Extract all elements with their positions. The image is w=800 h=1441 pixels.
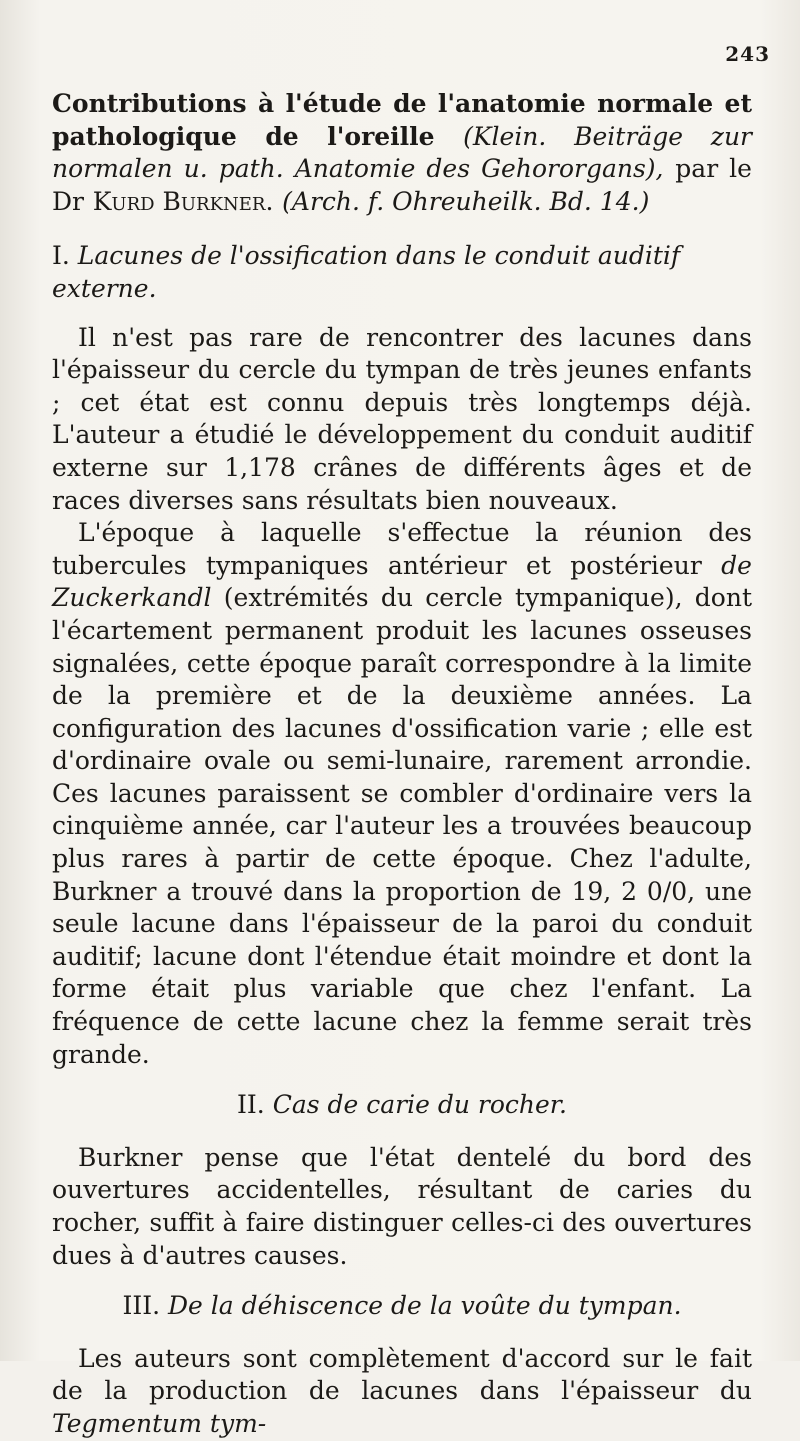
section-3-paragraph-1-term: Tegmentum tym- xyxy=(52,1408,267,1438)
section-3-paragraph-1-start: Les auteurs sont complètement d'accord sur le fait de la production de lacunes dans l'épaisseur du xyxy=(52,1343,752,1406)
section-1-paragraph-2 xyxy=(52,517,752,1071)
title-source: (Arch. f. Ohreuheilk. Bd. 14.) xyxy=(282,186,650,216)
section-1-paragraph-1: Il n'est pas rare de rencontrer des lacunes dans l'épaisseur du cercle du tympan de très jeunes enfants ; cet état est connu depuis très longtemps déjà. L'auteur a étudié le développement du conduit auditif externe sur 1,178 crânes de différents âges et de races diverses sans résultats bien nouveaux. xyxy=(52,322,752,515)
section-2-heading xyxy=(52,1089,752,1122)
section-2-title: Cas de carie du rocher. xyxy=(272,1090,567,1120)
section-3-heading xyxy=(52,1290,752,1323)
section-1-heading xyxy=(52,240,752,305)
section-1-title: Lacunes de l'ossification dans le conduit auditif externe. xyxy=(52,241,681,303)
title-author: Kurd Burkner. xyxy=(92,186,274,216)
section-2-paragraph-1: Burkner pense que l'état dentelé du bord des ouvertures accidentelles, résultant de caries du rocher, suffit à faire distinguer celles-ci des ouvertures dues à d'autres causes. xyxy=(52,1142,752,1270)
title-german: (Klein. Beiträge zur normalen u. path. Anatomie des Gehororgans), xyxy=(52,121,752,184)
section-3-paragraph-1 xyxy=(52,1343,752,1441)
title-by: par le Dr xyxy=(52,154,752,216)
title-main: Contributions à l'étude de l'anatomie normale et pathologique de l'oreille xyxy=(52,89,752,151)
page-body xyxy=(52,88,752,1441)
section-1-numeral: I. xyxy=(52,241,70,271)
section-3-title: De la déhiscence de la voûte du tympan. xyxy=(167,1291,682,1321)
section-1-paragraph-2-rest: (extrémités du cercle tympanique), dont l'écartement permanent produit les lacunes osseuses signalées, cette époque paraît correspondre à la limite de la première et de la deuxième années. La configuration des lacunes d'ossification varie ; elle est d'ordinaire ovale ou semi-lunaire, rarement arrondie. Ces lacunes paraissent se combler d'ordinaire vers la cinquième année, car l'auteur les a trouvées beaucoup plus rares à partir de cette époque. Chez l'adulte, Burkner a trouvé dans la proportion de 19, 2 0/0, une seule lacune dans l'épaisseur de la paroi du conduit auditif; lacune dont l'étendue était moindre et dont la forme était plus variable que chez l'enfant. La fréquence de cette lacune chez la femme serait très grande. xyxy=(52,583,752,1069)
article-title xyxy=(52,88,752,218)
section-2-numeral: II. xyxy=(237,1090,265,1120)
section-1-paragraph-2-start: L'époque à laquelle s'effectue la réunion des tubercules tympaniques antérieur et postérieur xyxy=(52,518,752,580)
page-number: 243 xyxy=(725,42,770,66)
section-1-paragraph-2-author: de Zuckerkandl xyxy=(52,550,752,613)
section-3-numeral: III. xyxy=(122,1291,161,1321)
